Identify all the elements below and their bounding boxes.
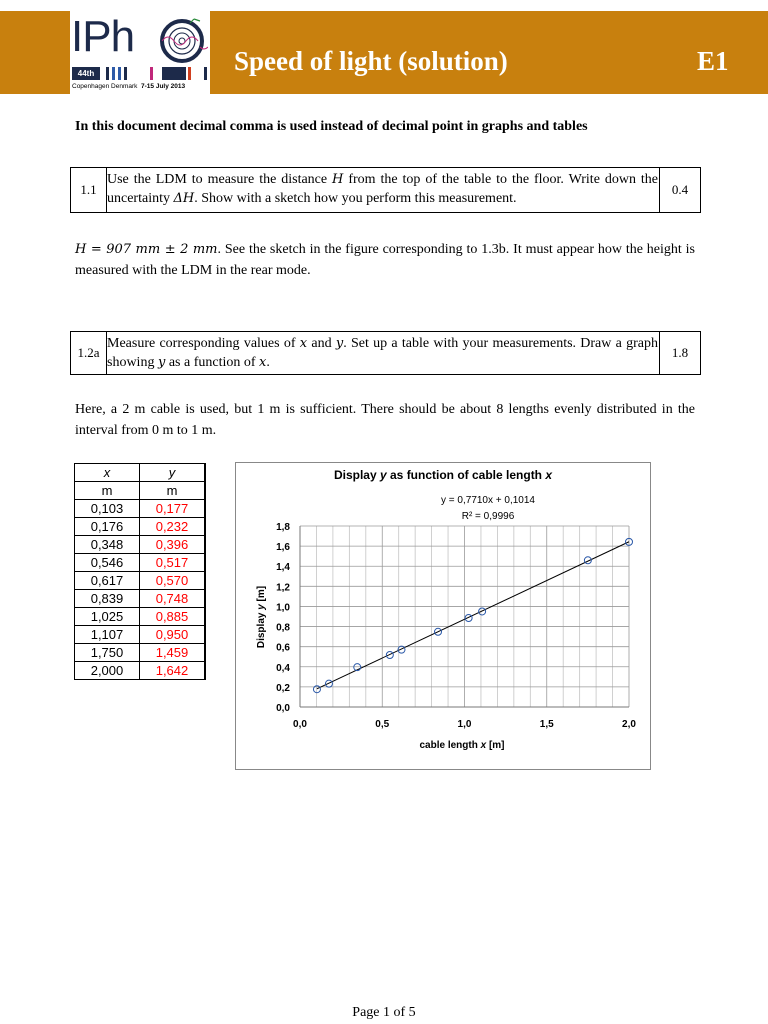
chart [236, 463, 650, 769]
table-row [75, 518, 206, 536]
var-x: x [299, 336, 308, 351]
y-tick-label: 0,4 [276, 662, 290, 674]
x-tick-label: 0,5 [375, 719, 390, 730]
cell-y: m [140, 482, 206, 500]
x-tick-label: 2,0 [622, 719, 636, 730]
question-number: 1.2a [71, 332, 107, 374]
answer-1-1-value: H = 907 mm ± 2 mm [75, 242, 218, 257]
answer-1-1-text: . See the sketch in the figure corresponding to 1.3b. It must appear how the height is measured with the LDM in the rear mode. [75, 242, 695, 278]
var-y: y [157, 355, 166, 370]
cell-x: 1,750 [75, 644, 140, 662]
cell-x: x [75, 464, 140, 482]
cell-x: 0,103 [75, 500, 140, 518]
cell-y: 0,232 [140, 518, 206, 536]
logo-dates: 7-15 July 2013 [141, 83, 186, 90]
chart-title-part: x [545, 468, 553, 482]
x-tick-label: 0,0 [293, 719, 307, 730]
x-axis-label-part: cable length [419, 740, 481, 751]
x-tick-label: 1,5 [539, 719, 554, 730]
question-1-1 [70, 167, 701, 213]
y-axis-label [256, 586, 267, 648]
question-text-d: as a function of [165, 355, 260, 370]
x-axis-label-part: [m] [486, 740, 505, 751]
page-footer: Page 1 of 5 [352, 1005, 416, 1020]
question-text-a: Use the LDM to measure the distance [107, 172, 333, 187]
table-row [75, 536, 206, 554]
cell-y: 0,517 [140, 554, 206, 572]
logo-location [72, 83, 185, 90]
y-axis-label-part: Display [256, 609, 267, 649]
var-y: y [335, 336, 344, 351]
question-text-a: Measure corresponding values of [107, 336, 300, 351]
cell-y: 0,570 [140, 572, 206, 590]
question-points: 0.4 [659, 168, 700, 212]
question-text-c: . Set up a table with your measurements. Draw a graph showing [107, 336, 659, 370]
y-axis-label-part: [m] [256, 585, 267, 605]
y-tick-label: 0,2 [276, 682, 290, 694]
decimal-comma-note: In this document decimal comma is used instead of decimal point in graphs and tables [75, 119, 588, 134]
y-tick-label: 0,0 [276, 703, 290, 714]
cell-y: 1,642 [140, 662, 206, 680]
table-row [75, 572, 206, 590]
cell-y: 0,748 [140, 590, 206, 608]
cell-x: 2,000 [75, 662, 140, 680]
table-row [75, 500, 206, 518]
logo-edition: 44th [72, 67, 100, 80]
ipho-logo [70, 11, 210, 94]
r-squared-label: R² = 0,9996 [461, 511, 515, 522]
cell-x: 1,107 [75, 626, 140, 644]
cell-y: 0,177 [140, 500, 206, 518]
y-tick-label: 1,8 [276, 522, 290, 533]
table-row [75, 644, 206, 662]
question-text [107, 170, 658, 208]
table-row [75, 608, 206, 626]
table-unit-row [75, 482, 206, 500]
cell-y: 0,885 [140, 608, 206, 626]
y-tick-label: 0,6 [276, 642, 290, 654]
chart-title-part: y [379, 468, 387, 482]
y-tick-label: 0,8 [276, 622, 290, 634]
question-points: 1.8 [659, 332, 700, 374]
trendline-equation: y = 0,7710x + 0,1014 [441, 495, 535, 506]
logo-target-icon [160, 17, 208, 67]
y-tick-label: 1,2 [276, 582, 290, 594]
y-tick-label: 1,0 [276, 602, 290, 614]
question-text [107, 334, 658, 372]
cell-x: 0,176 [75, 518, 140, 536]
cell-x: 0,348 [75, 536, 140, 554]
cell-y: 0,396 [140, 536, 206, 554]
chart-box [235, 462, 651, 770]
table-row [75, 662, 206, 680]
question-text-b: from the top of the table to the floor. Write down the uncertainty [107, 172, 658, 206]
answer-1-1 [75, 239, 695, 281]
y-tick-label: 1,4 [276, 562, 290, 574]
y-tick-label: 1,6 [276, 542, 290, 554]
question-text-b: and [307, 336, 336, 351]
x-tick-label: 1,0 [457, 719, 472, 730]
question-number: 1.1 [71, 168, 107, 212]
cell-x: 0,617 [75, 572, 140, 590]
cell-x: 1,025 [75, 608, 140, 626]
logo-location-text: Copenhagen Denmark [72, 83, 138, 90]
question-1-2a [70, 331, 701, 375]
y-axis-label-part: y [256, 604, 267, 610]
x-axis-label [419, 740, 504, 751]
var-x: x [259, 355, 267, 370]
var-h: H [332, 172, 344, 187]
cell-y: y [140, 464, 206, 482]
logo-color-bars [104, 67, 208, 80]
chart-title-part: Display [333, 468, 380, 482]
table-row [75, 626, 206, 644]
cell-y: 1,459 [140, 644, 206, 662]
header-bar [0, 11, 768, 94]
page-title: Speed of light (solution) [234, 46, 508, 76]
cell-y: 0,950 [140, 626, 206, 644]
var-delta-h: ΔH [173, 191, 195, 206]
cell-x: m [75, 482, 140, 500]
cell-x: 0,839 [75, 590, 140, 608]
table-header-row [75, 464, 206, 482]
measurement-table [74, 463, 206, 680]
question-text-c: . Show with a sketch how you perform this measurement. [194, 191, 517, 206]
logo-text: IPh [71, 12, 135, 61]
table-row [75, 554, 206, 572]
chart-title [334, 468, 553, 482]
x-axis-label-part: x [480, 740, 487, 751]
chart-title-part: as function of cable length [386, 468, 546, 482]
cell-x: 0,546 [75, 554, 140, 572]
answer-1-2a: Here, a 2 m cable is used, but 1 m is sufficient. There should be about 8 lengths evenly distributed in the interval from 0 m to 1 m. [75, 402, 695, 438]
question-text-e: . [266, 355, 270, 370]
table-row [75, 590, 206, 608]
task-code: E1 [697, 46, 729, 76]
